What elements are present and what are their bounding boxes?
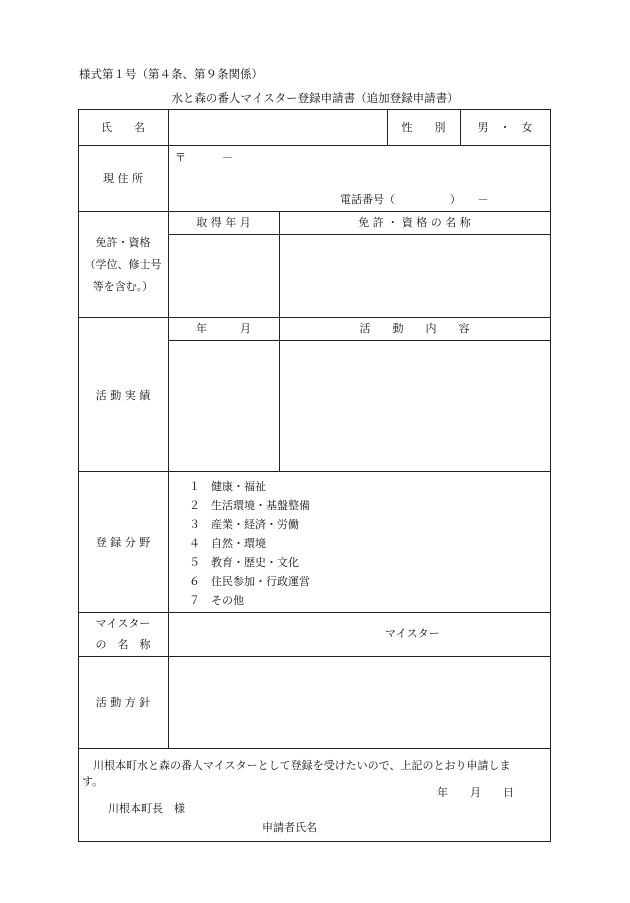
table-top-border [78,109,551,110]
row-divider [78,145,551,146]
field-option[interactable]: ６ 住民参加・行政運営 [189,575,310,588]
field-option[interactable]: ４ 自然・環境 [189,537,266,550]
applicant-name-label: 申請者氏名 [262,821,317,834]
activity-column-divider [279,317,280,472]
field-label: 登 録 分 野 [95,536,151,549]
name-field[interactable] [170,111,385,144]
application-date: 年 月 日 [437,786,514,799]
field-option[interactable]: ３ 産業・経済・労働 [189,518,299,531]
gender-options[interactable]: 男 ・ 女 [477,121,533,134]
address-field[interactable] [170,147,548,187]
activity-label: 活 動 実 績 [95,389,151,402]
row-divider [78,656,551,657]
addressee: 川根本町長 様 [108,802,185,815]
applicant-name-field[interactable] [322,818,542,838]
license-date-header: 取 得 年 月 [196,216,251,229]
activity-content-field[interactable] [281,342,548,470]
meister-label-line1: マイスター [95,617,151,630]
activity-date-header: 年 月 [196,322,251,335]
row-divider [78,317,551,318]
license-date-field[interactable] [170,236,277,316]
meister-suffix: マイスター [385,627,440,640]
activity-date-field[interactable] [170,342,277,470]
statement-line2: す。 [82,775,104,788]
license-name-header: 免 許 ・ 資 格 の 名 称 [358,216,471,229]
license-name-field[interactable] [281,236,548,316]
phone-number-label: 電話番号（ ） － [340,193,489,206]
row-divider [78,612,551,613]
row-divider [78,748,551,749]
address-label: 現 住 所 [103,172,143,185]
meister-label-line2: の 名 称 [95,638,151,651]
postal-mark: 〒 [175,151,186,164]
table-left-border [78,109,79,842]
policy-label: 活 動 方 針 [95,696,151,709]
postal-dash: － [222,151,233,164]
gender-label: 性 別 [401,121,446,134]
statement-line1: 川根本町水と森の番人マイスターとして登録を受けたいので、上記のとおり申請しま [93,759,511,772]
row-divider [78,471,551,472]
field-option[interactable]: １ 健康・福祉 [189,480,266,493]
row-divider [78,211,551,212]
row-divider [168,234,551,235]
form-title: 水と森の番人マイスター登録申請書（追加登録申請書） [171,91,459,105]
license-label-line3: 等を含む。） [92,280,154,293]
activity-content-header: 活 動 内 容 [359,322,470,335]
field-option[interactable]: ２ 生活環境・基盤整備 [189,499,310,512]
field-option[interactable]: ５ 教育・歴史・文化 [189,556,299,569]
license-label-line1: 免許・資格 [95,236,151,249]
form-number: 様式第１号（第４条、第９条関係） [79,67,263,81]
license-label-line2: （学位、修士号 [84,258,162,271]
meister-name-field[interactable] [170,614,382,654]
table-bottom-border [78,841,551,842]
field-option[interactable]: ７ その他 [189,594,244,607]
name-label: 氏 名 [101,121,145,134]
row-divider [168,340,551,341]
table-right-border [550,109,551,842]
label-column-divider [168,109,169,749]
policy-field[interactable] [170,658,548,746]
